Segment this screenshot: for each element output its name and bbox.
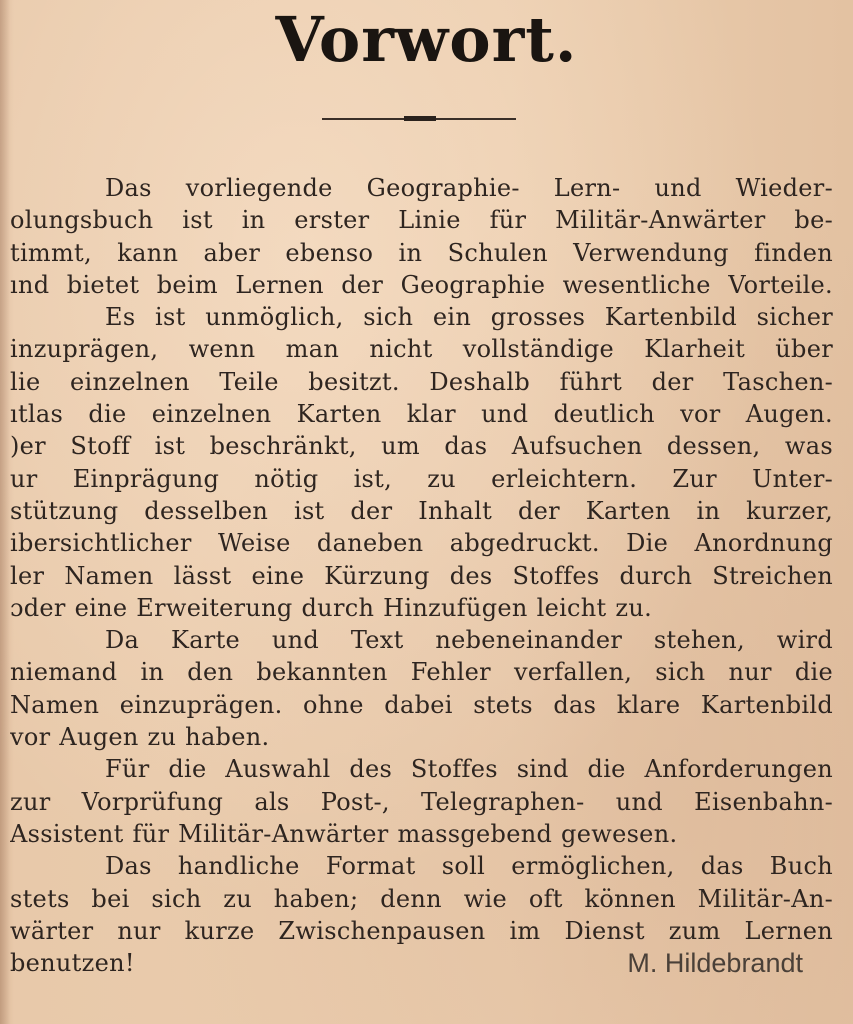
text-line: Das vorliegende Geographie- Lern- und Wieder- [105, 174, 833, 202]
body-text [10, 172, 833, 979]
text-line: )er Stoff ist beschränkt, um das Aufsuchen dessen, was [10, 432, 833, 461]
text-line: vor Augen zu haben. [10, 723, 270, 752]
text-line: niemand in den bekannten Fehler verfallen, sich nur die [10, 658, 833, 687]
text-line: ur Einprägung nötig ist, zu erleichtern. Zur Unter- [10, 464, 833, 493]
text-line: olungsbuch ist in erster Linie für Militär-Anwärter be- [10, 206, 833, 235]
author-signature: M. Hildebrandt [627, 948, 803, 978]
text-line: zur Vorprüfung als Post-, Telegraphen- und Eisenbahn- [10, 787, 833, 816]
text-line: Assistent für Militär-Anwärter massgebend gewesen. [10, 819, 678, 848]
page-edge-shadow [0, 0, 10, 1024]
text-line: stützung desselben ist der Inhalt der Karten in kurzer, [10, 496, 833, 525]
text-line: Namen einzuprägen. ohne dabei stets das klare Kartenbild [10, 690, 833, 719]
text-line: inzuprägen, wenn man nicht vollständige Klarheit über [10, 335, 833, 364]
title-rule-ornament [404, 116, 436, 121]
text-line: benutzen! [10, 949, 135, 978]
text-line: stets bei sich zu haben; denn wie oft können Militär-An- [10, 884, 833, 913]
text-line: Das handliche Format soll ermöglichen, das Buch [105, 852, 833, 881]
text-line: ibersichtlicher Weise daneben abgedruckt. Die Anordnung [10, 529, 833, 558]
page-title: Vorwort. [275, 3, 578, 76]
text-line: timmt, kann aber ebenso in Schulen Verwendung finden [10, 238, 833, 267]
text-line: ler Namen lässt eine Kürzung des Stoffes durch Streichen [10, 561, 833, 590]
text-line: Es ist unmöglich, sich ein grosses Kartenbild sicher [105, 303, 833, 332]
text-line: wärter nur kurze Zwischenpausen im Dienst zum Lernen [10, 916, 833, 945]
text-line: ınd bietet beim Lernen der Geographie wesentliche Vorteile. [10, 270, 833, 299]
text-line: Da Karte und Text nebeneinander stehen, wird [105, 626, 833, 655]
text-line: lie einzelnen Teile besitzt. Deshalb führt der Taschen- [10, 367, 833, 396]
text-line: Für die Auswahl des Stoffes sind die Anforderungen [105, 755, 833, 784]
text-line: ıtlas die einzelnen Karten klar und deutlich vor Augen. [10, 400, 833, 429]
text-line: ɔder eine Erweiterung durch Hinzufügen leicht zu. [10, 593, 653, 622]
